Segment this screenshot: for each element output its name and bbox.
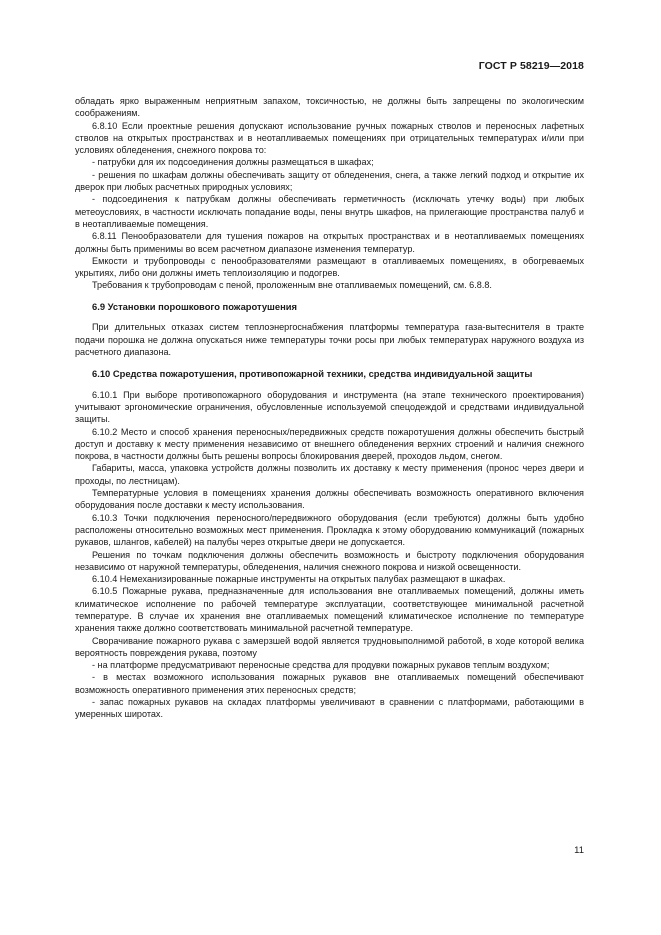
paragraph: 6.8.11 Пенообразователи для тушения пожаров на открытых пространствах и в неотапливаемых помещениях должны быть применимы во всем расчетном диапазоне изменения температур. — [75, 231, 584, 254]
paragraph: 6.10.1 При выборе противопожарного оборудования и инструмента (на этапе технического проектирования) учитывают эргономические ограничения, обусловленные используемой спецодеждой и средствами индивидуальной защиты. — [75, 389, 584, 425]
paragraph: Габариты, масса, упаковка устройств должны позволить их доставку к месту применения (пронос через двери и проходы, по лестницам). — [75, 463, 584, 486]
section-heading: 6.9 Установки порошкового пожаротушения — [92, 300, 297, 312]
list-item: - в местах возможного использования пожарных рукавов вне отапливаемых помещений обеспечивают возможность оперативного применения этих переносных средств; — [75, 672, 584, 695]
paragraph: 6.10.3 Точки подключения переносного/передвижного оборудования (если требуются) должны быть удобно расположены относительно возможных мест применения. Прокладка к этому оборудованию коммуникаций (пожарных рукавов, шлангов, кабелей) на палубы через открытые двери не допускается. — [75, 512, 584, 548]
standard-designation: ГОСТ Р 58219—2018 — [478, 60, 584, 72]
list-item: - на платформе предусматривают переносные средства для продувки пожарных рукавов теплым воздухом; — [92, 660, 550, 671]
list-item: - подсоединения к патрубкам должны обеспечивать герметичность (исключать утечку воды) при любых метеоусловиях, в частности исключать попадание воды, пены внутрь шкафов, на прилегающие пространства палуб и в неотапливаемые помещения. — [75, 194, 584, 229]
paragraph: При длительных отказах систем теплоэнергоснабжения платформы температура газа-вытеснителя в тракте подачи порошка не должна опускаться ниже температуры точки росы при любых температурах наружного воздуха из расчетного диапазона. — [75, 322, 584, 357]
paragraph: 6.10.4 Немеханизированные пожарные инструменты на открытых палубах размещают в шкафах. — [92, 574, 506, 585]
paragraph: Требования к трубопроводам с пеной, проложенным вне отапливаемых помещений, см. 6.8.8. — [92, 280, 492, 291]
paragraph: 6.10.5 Пожарные рукава, предназначенные для использования вне отапливаемых помещений, должны иметь климатическое исполнение по рабочей температуре эксплуатации, соответствующее минимальной расчетной температуре. В случае их хранения вне отапливаемых помещений климатическое исполнение по температуре хранения также должно соответствовать минимальной расчетной температуре. — [75, 586, 584, 634]
paragraph: Решения по точкам подключения должны обеспечить возможность и быстроту подключения оборудования независимо от наружной температуры, обледенения, наличия снежного покрова и низкой освещенности. — [75, 549, 584, 572]
paragraph: Сворачивание пожарного рукава с замерзшей водой является трудновыполнимой работой, в ходе которой велика вероятность повреждения рукава, поэтому — [75, 635, 584, 658]
paragraph: Температурные условия в помещениях хранения должны обеспечивать возможность оперативного включения оборудования после доставки к месту использования. — [75, 488, 584, 511]
section-heading: 6.10 Средства пожаротушения, противопожарной техники, средства индивидуальной защиты — [92, 368, 533, 380]
document-body — [75, 95, 584, 721]
page-number: 11 — [574, 845, 584, 856]
paragraph: обладать ярко выраженным неприятным запахом, токсичностью, не должны быть запрещены по экологическим соображениям. — [75, 96, 584, 119]
list-item: - решения по шкафам должны обеспечивать защиту от обледенения, снега, а также легкий подход и открытие их дверок при любых расчетных природных условиях; — [75, 169, 584, 193]
paragraph: 6.10.2 Место и способ хранения переносных/передвижных средств пожаротушения должны обеспечить быстрый доступ и доставку к месту применения независимо от внешнего обледенения верхних строений и наличия снежного покрова, в частности должны быть решены вопросы блокирования дверей, проходов льдом, снегом. — [75, 426, 584, 462]
paragraph: 6.8.10 Если проектные решения допускают использование ручных пожарных стволов и переносных лафетных стволов на открытых пространствах и в неотапливаемых помещениях при отрицательных температурах и/или при условиях обледенения, снежного покрова то: — [75, 120, 584, 156]
list-item: - запас пожарных рукавов на складах платформы увеличивают в сравнении с платформами, работающими в умеренных широтах. — [75, 697, 584, 720]
list-item: - патрубки для их подсоединения должны размещаться в шкафах; — [92, 157, 374, 168]
paragraph: Емкости и трубопроводы с пенообразователями размещают в отапливаемых помещениях, в обогреваемых укрытиях, либо они должны иметь теплоизоляцию и подогрев. — [75, 255, 584, 279]
